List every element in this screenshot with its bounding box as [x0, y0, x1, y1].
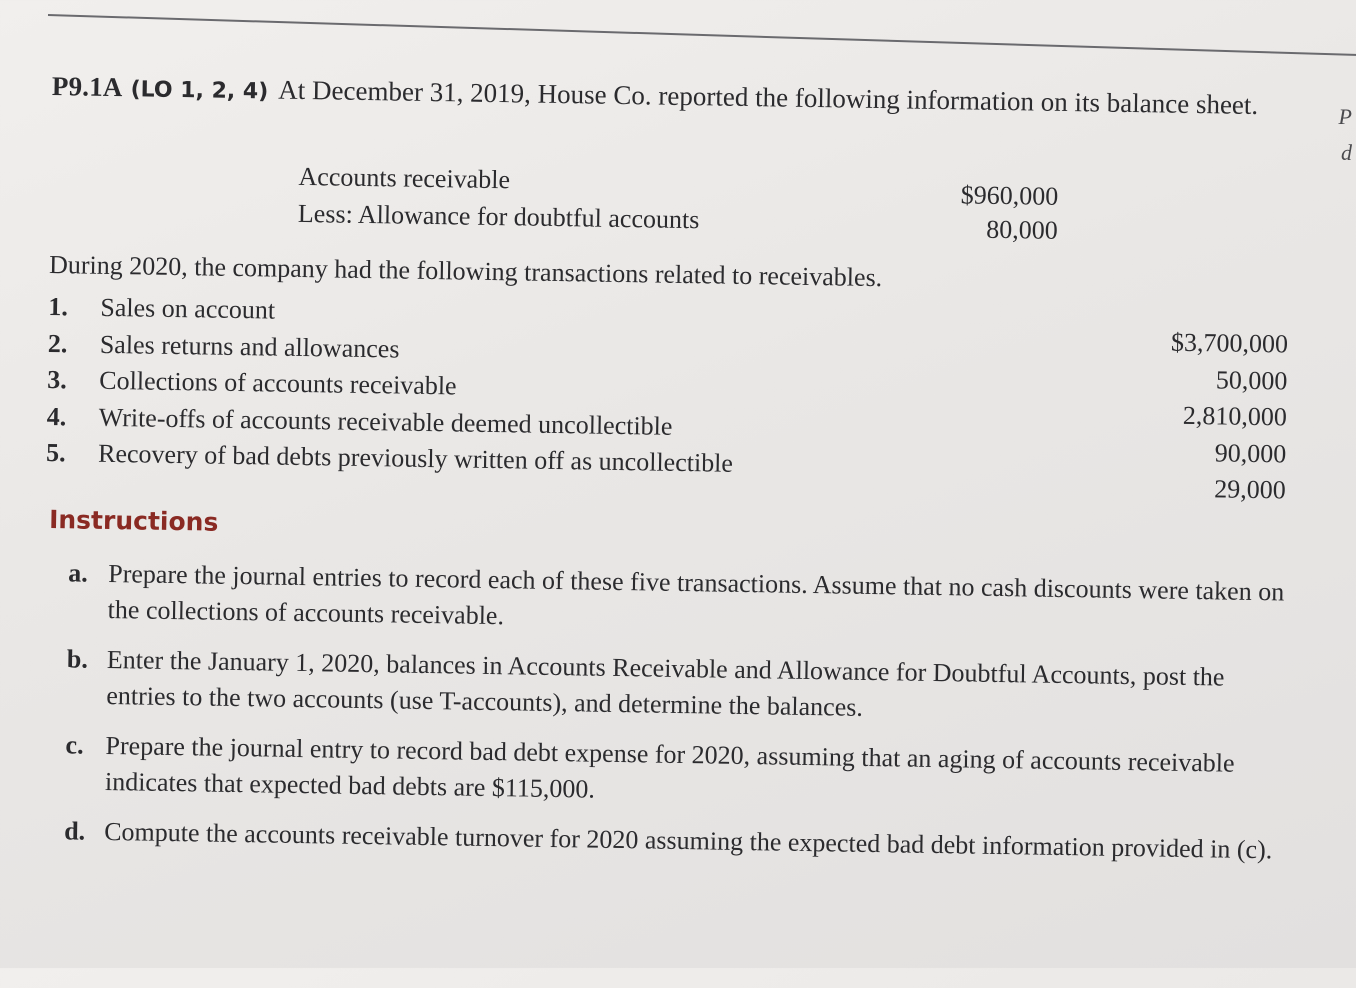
transaction-amount: 50,000 [1215, 364, 1288, 395]
transaction-number: 2. [47, 328, 68, 358]
balance-amount: 80,000 [986, 214, 1058, 245]
transaction-amount: 2,810,000 [1182, 400, 1288, 432]
transactions-list [45, 292, 1289, 505]
instructions-heading: Instructions [48, 505, 219, 537]
instruction-text: Prepare the journal entries to record each of these five transactions. Assume that no cash discounts were taken on the collections of accounts receivable. [107, 558, 1285, 631]
transaction-label: Collections of accounts receivable [99, 365, 457, 401]
transaction-number: 1. [48, 292, 69, 322]
instruction-item [66, 641, 1287, 732]
transaction-number: 4. [46, 401, 67, 431]
problem-statement [52, 70, 1292, 124]
problem-text: At December 31, 2019, House Co. reported the following information on its balance sheet. [278, 74, 1259, 120]
instructions-list [64, 555, 1289, 882]
instruction-letter: a. [68, 558, 88, 588]
instruction-item [64, 813, 1284, 868]
instruction-letter: d. [63, 816, 86, 846]
instruction-text: Enter the January 1, 2020, balances in Accounts Receivable and Allowance for Doubtful Accounts, post the entries to the two accounts (use T-accounts), and determine the balances. [106, 644, 1225, 722]
transaction-label: Sales returns and allowances [99, 329, 400, 364]
transaction-label: Sales on account [100, 292, 276, 325]
instruction-item [65, 727, 1286, 818]
edge-fragment: d [1341, 140, 1352, 165]
transaction-amount: 29,000 [1213, 474, 1286, 505]
instruction-letter: b. [66, 644, 89, 674]
instruction-text: Compute the accounts receivable turnover for 2020 assuming the expected bad debt information provided in (c). [103, 816, 1273, 865]
balance-label: Accounts receivable [298, 161, 511, 195]
instruction-letter: c. [65, 730, 84, 760]
learning-objective-ref: (LO 1, 2, 4) [130, 77, 269, 105]
transaction-label: Write-offs of accounts receivable deemed uncollectible [98, 402, 673, 441]
balance-amount: $960,000 [960, 180, 1059, 211]
transaction-amount: 90,000 [1214, 437, 1287, 468]
transaction-label: Recovery of bad debts previously written off as uncollectible [97, 438, 734, 478]
instruction-item [67, 555, 1288, 646]
edge-fragment: P [1338, 104, 1352, 129]
transactions-intro: During 2020, the company had the following transactions related to receivables. [48, 250, 883, 293]
transaction-number: 3. [47, 364, 68, 395]
problem-id: P9.1A [51, 71, 123, 103]
transaction-number: 5. [45, 437, 66, 468]
transaction-amount: $3,700,000 [1170, 327, 1289, 359]
balance-sheet-table [298, 162, 1059, 248]
balance-label: Less: Allowance for doubtful accounts [297, 198, 700, 235]
instruction-text: Prepare the journal entry to record bad debt expense for 2020, assuming that an aging of accounts receivable indicates that expected bad debts are $115,000. [104, 730, 1235, 804]
